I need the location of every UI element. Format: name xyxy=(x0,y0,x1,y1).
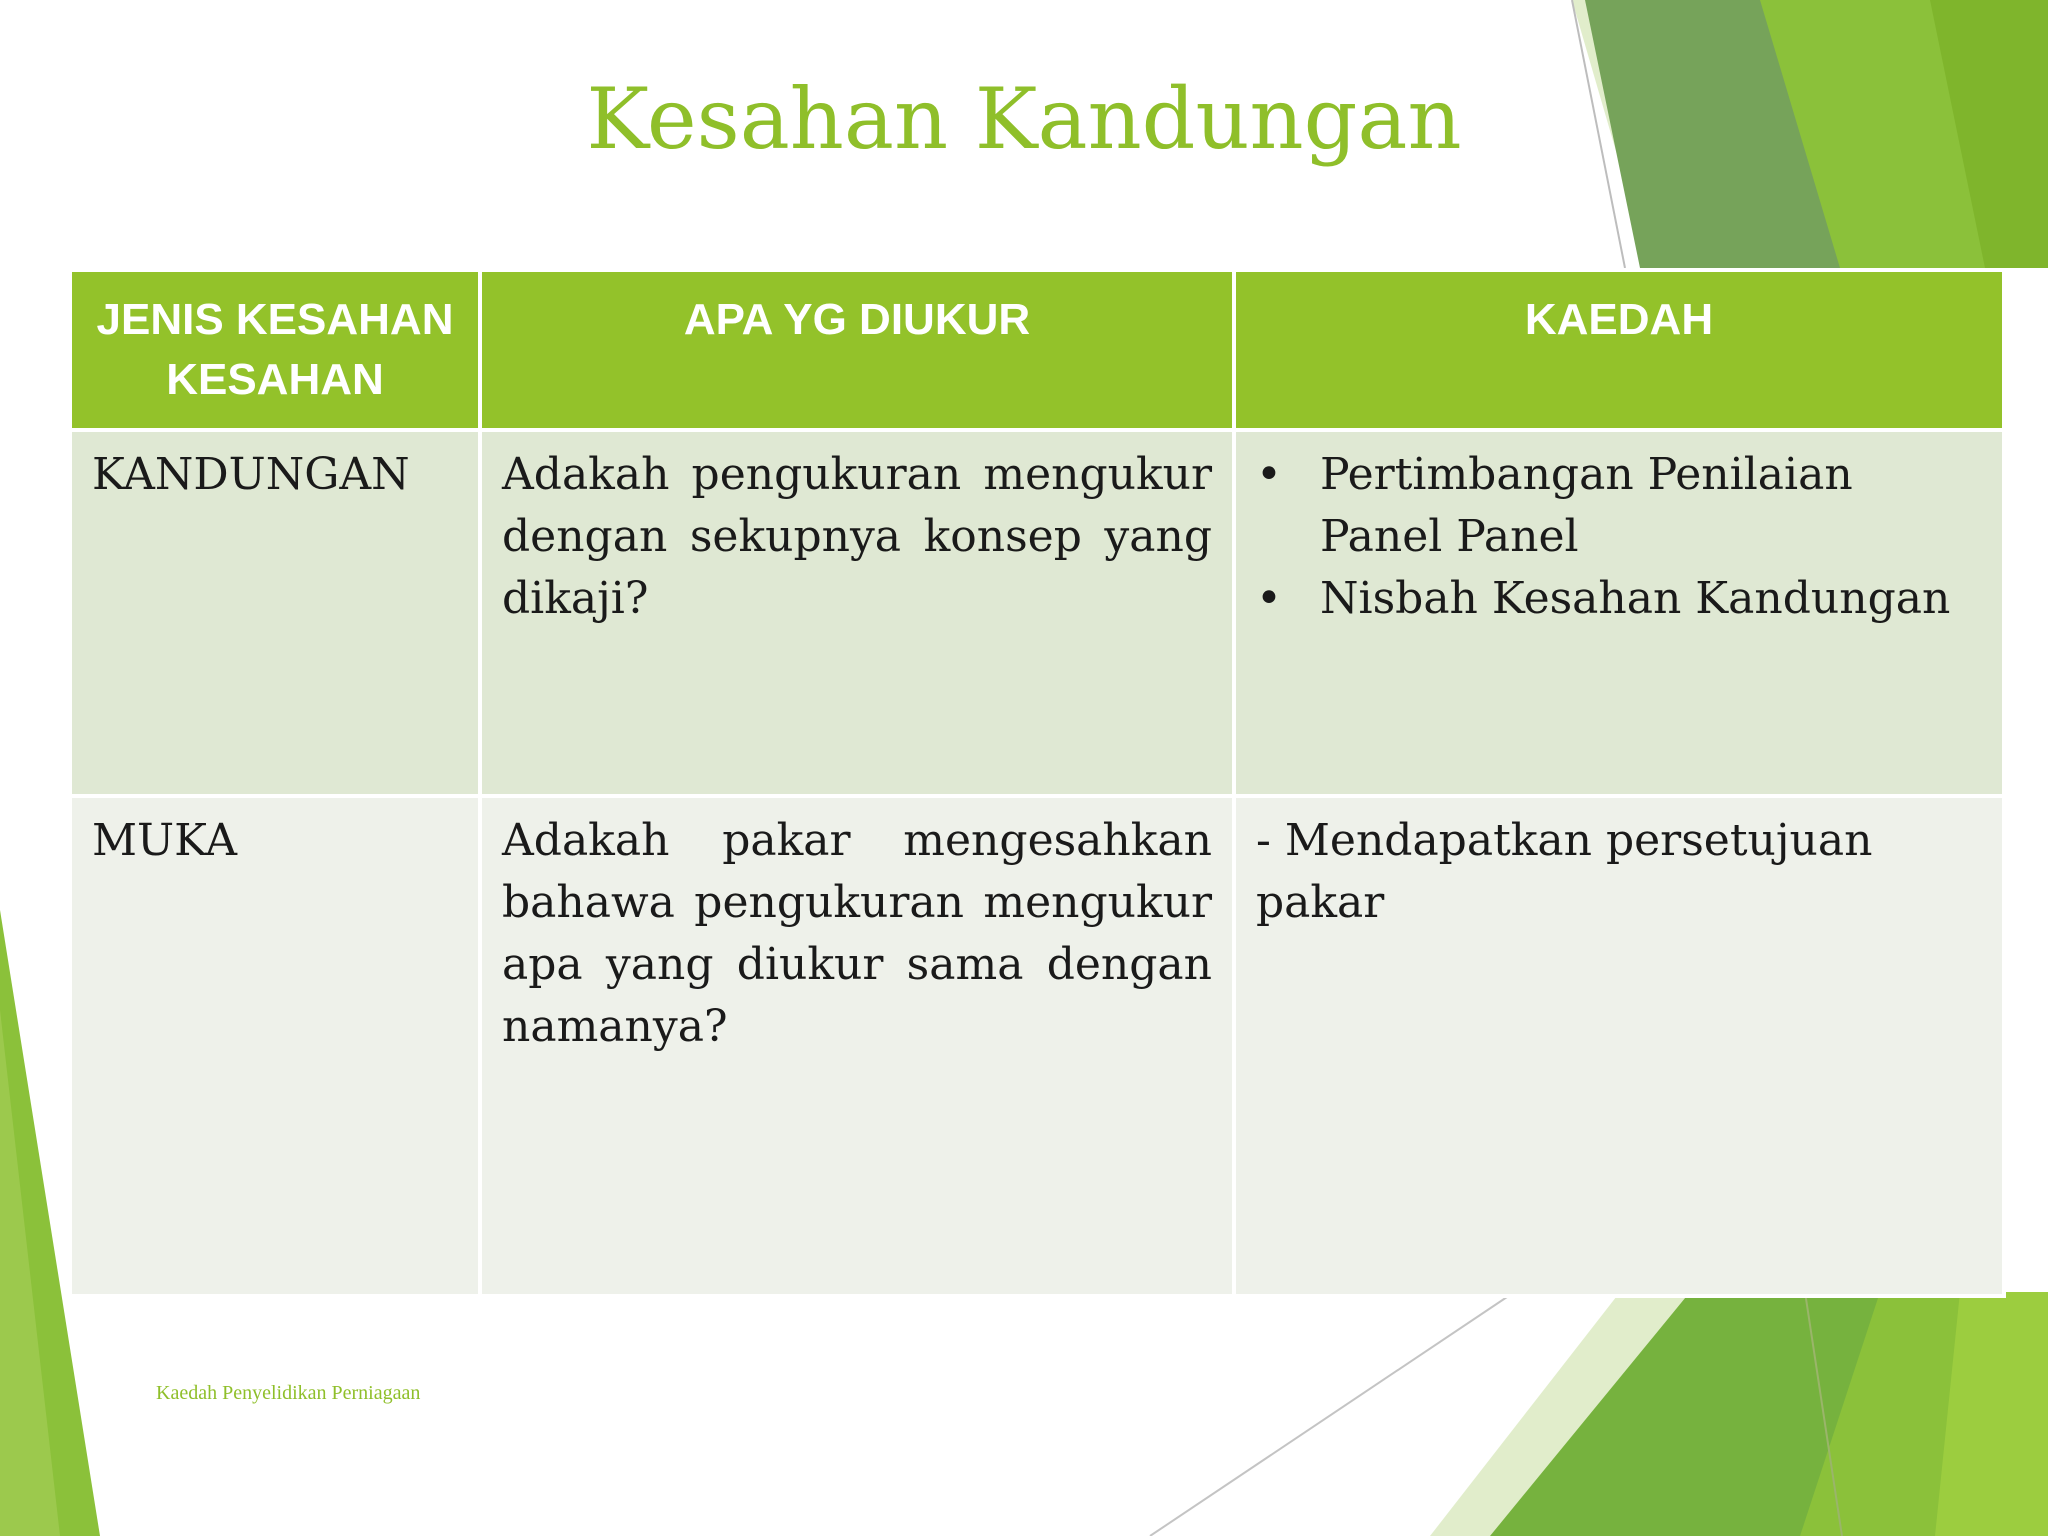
cell-validity-type: MUKA xyxy=(70,796,480,1296)
slide-title: Kesahan Kandungan xyxy=(586,70,1462,168)
bullet-icon: • xyxy=(1256,573,1282,624)
bullet-icon: • xyxy=(1256,449,1282,500)
list-item xyxy=(1256,444,1982,568)
method-bullet-text: Pertimbangan Penilaian Panel Panel xyxy=(1320,449,1853,562)
method-bullet-text: Nisbah Kesahan Kandungan xyxy=(1320,573,1951,624)
table-header-row xyxy=(70,270,2004,430)
validity-table xyxy=(68,268,2006,1298)
header-what-measured: APA YG DIUKUR xyxy=(480,270,1234,430)
method-bullet-list xyxy=(1256,444,1982,630)
table-row xyxy=(70,430,2004,796)
header-validity-type: JENIS KESAHAN KESAHAN xyxy=(70,270,480,430)
cell-method xyxy=(1234,430,2004,796)
header-method: KAEDAH xyxy=(1234,270,2004,430)
list-item xyxy=(1256,568,1982,630)
cell-validity-type: KANDUNGAN xyxy=(70,430,480,796)
slide-footer: Kaedah Penyelidikan Perniagaan xyxy=(156,1382,421,1404)
cell-what-measured: Adakah pakar mengesahkan bahawa pengukuran mengukur apa yang diukur sama dengan namanya? xyxy=(480,796,1234,1296)
cell-what-measured: Adakah pengukuran mengukur dengan sekupnya konsep yang dikaji? xyxy=(480,430,1234,796)
cell-method: - Mendapatkan persetujuan pakar xyxy=(1234,796,2004,1296)
table-row xyxy=(70,796,2004,1296)
